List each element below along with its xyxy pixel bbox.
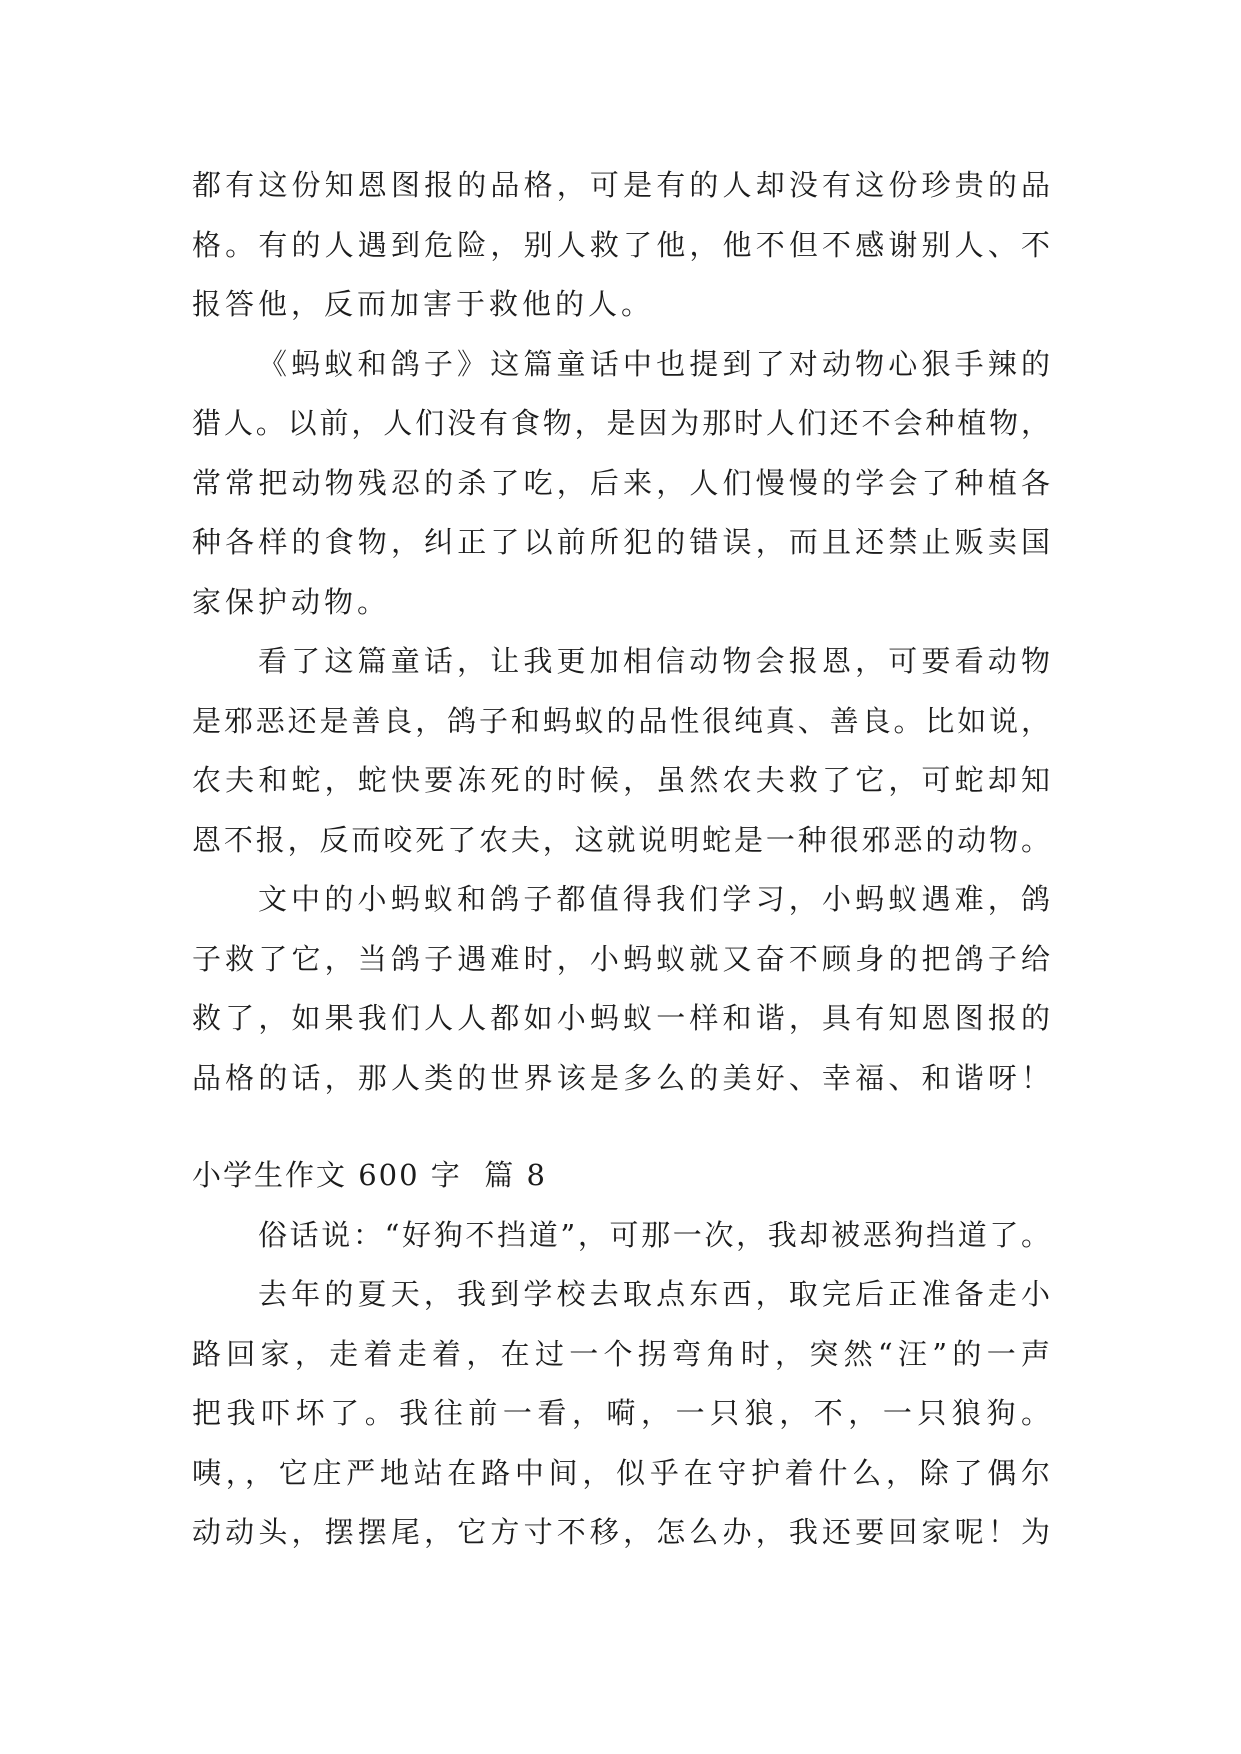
text-line: 去年的夏天，我到学校去取点东西，取完后正准备走小 <box>258 1277 1050 1311</box>
text-line: 俗话说：“好狗不挡道”，可那一次，我却被恶狗挡道了。 <box>258 1217 1050 1252</box>
text-line: 《蚂蚁和鸽子》这篇童话中也提到了对动物心狠手辣的 <box>258 346 1050 381</box>
text-line: 看了这篇童话，让我更加相信动物会报恩，可要看动物 <box>258 644 1050 678</box>
paragraph <box>192 335 1050 633</box>
text-line: 报答他，反而加害于救他的人。 <box>192 287 655 321</box>
text-line: 文中的小蚂蚁和鸽子都值得我们学习，小蚂蚁遇难，鸽 <box>258 882 1050 916</box>
paragraph <box>192 156 1050 335</box>
text-line: 家保护动物。 <box>192 584 391 619</box>
text-line: 咦，，它庄严地站在路中间，似乎在守护着什么，除了偶尔 <box>192 1455 1050 1490</box>
text-line: 路回家，走着走着，在过一个拐弯角时，突然“汪”的一声 <box>192 1336 1050 1371</box>
document-body <box>192 156 1050 1563</box>
text-line: 是邪恶还是善良，鸽子和蚂蚁的品性很纯真、善良。比如说， <box>192 703 1050 738</box>
text-line: 救了，如果我们人人都如小蚂蚁一样和谐，具有知恩图报的 <box>192 1001 1050 1035</box>
text-line: 猎人。以前，人们没有食物，是因为那时人们还不会种植物， <box>192 406 1050 440</box>
text-line: 品格的话，那人类的世界该是多么的美好、幸福、和谐呀！ <box>192 1060 1050 1095</box>
text-line: 把我吓坏了。我往前一看，嗬，一只狼，不，一只狼狗。 <box>192 1396 1050 1430</box>
text-line: 格。有的人遇到危险，别人救了他，他不但不感谢别人、不 <box>192 227 1050 262</box>
section-heading: 小学生作文 600 字 篇 8 <box>192 1158 547 1192</box>
text-line: 恩不报，反而咬死了农夫，这就说明蛇是一种很邪恶的动物。 <box>192 822 1050 857</box>
text-line: 子救了它，当鸽子遇难时，小蚂蚁就又奋不顾身的把鸽子给 <box>192 941 1050 976</box>
text-line: 农夫和蛇，蛇快要冻死的时候，虽然农夫救了它，可蛇却知 <box>192 763 1050 797</box>
text-line: 动动头，摆摆尾，它方寸不移，怎么办，我还要回家呢！为 <box>192 1515 1050 1549</box>
text-line: 都有这份知恩图报的品格，可是有的人却没有这份珍贵的品 <box>192 168 1050 202</box>
paragraph <box>192 1265 1050 1563</box>
paragraph <box>192 870 1050 1108</box>
paragraph <box>192 1206 1050 1266</box>
paragraph <box>192 632 1050 870</box>
text-line: 常常把动物残忍的杀了吃，后来，人们慢慢的学会了种植各 <box>192 465 1050 500</box>
text-line: 种各样的食物，纠正了以前所犯的错误，而且还禁止贩卖国 <box>192 525 1050 559</box>
